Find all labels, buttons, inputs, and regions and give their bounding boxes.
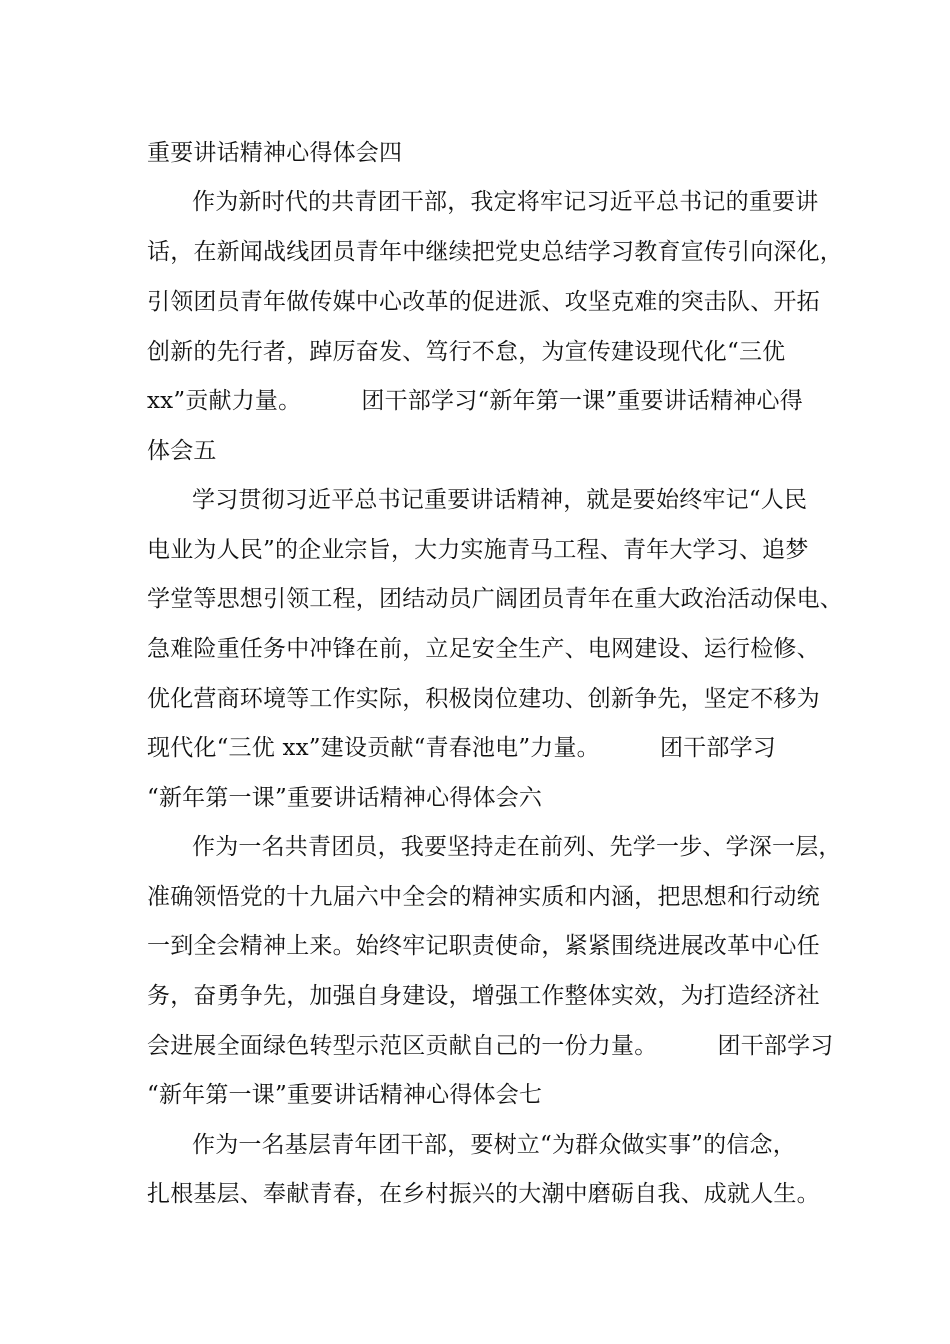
paragraph-line: 引领团员青年做传媒中心改革的促进派、攻坚克难的突击队、开拓 bbox=[147, 289, 820, 315]
paragraph-line: 急难险重任务中冲锋在前，立足安全生产、电网建设、运行检修、 bbox=[147, 636, 820, 662]
paragraph-line: 话，在新闻战线团员青年中继续把党史总结学习教育宣传引向深化， bbox=[147, 239, 843, 265]
paragraph-line: 准确领悟党的十九届六中全会的精神实质和内涵，把思想和行动统 bbox=[147, 884, 820, 910]
paragraph-line: 学习贯彻习近平总书记重要讲话精神，就是要始终牢记“人民 bbox=[192, 487, 808, 513]
paragraph-line: “新年第一课”重要讲话精神心得体会六 bbox=[147, 785, 543, 811]
paragraph-line: 会进展全面绿色转型示范区贡献自己的一份力量。 团干部学习 bbox=[147, 1033, 834, 1059]
paragraph-line: 现代化“三优 xx”建设贡献“青春池电”力量。 团干部学习 bbox=[147, 735, 776, 761]
paragraph-line: 一到全会精神上来。始终牢记职责使命，紧紧围绕进展改革中心任 bbox=[147, 933, 820, 959]
paragraph-line: 体会五 bbox=[147, 438, 217, 464]
paragraph-line: 优化营商环境等工作实际，积极岗位建功、创新争先，坚定不移为 bbox=[147, 686, 820, 712]
paragraph-line: 电业为人民”的企业宗旨，大力实施青马工程、青年大学习、追梦 bbox=[147, 537, 809, 563]
paragraph-line: 务，奋勇争先，加强自身建设，增强工作整体实效，为打造经济社 bbox=[147, 983, 820, 1009]
paragraph-line: xx”贡献力量。 团干部学习“新年第一课”重要讲话精神心得 bbox=[147, 388, 803, 414]
heading-line: 重要讲话精神心得体会四 bbox=[147, 140, 403, 166]
paragraph-line: 作为一名共青团员，我要坚持走在前列、先学一步、学深一层， bbox=[192, 834, 842, 860]
paragraph-line: “新年第一课”重要讲话精神心得体会七 bbox=[147, 1082, 543, 1108]
paragraph-line: 创新的先行者，踔厉奋发、笃行不怠，为宣传建设现代化“三优 bbox=[147, 339, 786, 365]
paragraph-line: 扎根基层、奉献青春，在乡村振兴的大潮中磨砺自我、成就人生。 bbox=[147, 1181, 820, 1207]
paragraph-line: 学堂等思想引领工程，团结动员广阔团员青年在重大政治活动保电、 bbox=[147, 586, 843, 612]
paragraph-line: 作为新时代的共青团干部，我定将牢记习近平总书记的重要讲 bbox=[192, 189, 819, 215]
paragraph-line: 作为一名基层青年团干部，要树立“为群众做实事”的信念， bbox=[192, 1132, 796, 1158]
